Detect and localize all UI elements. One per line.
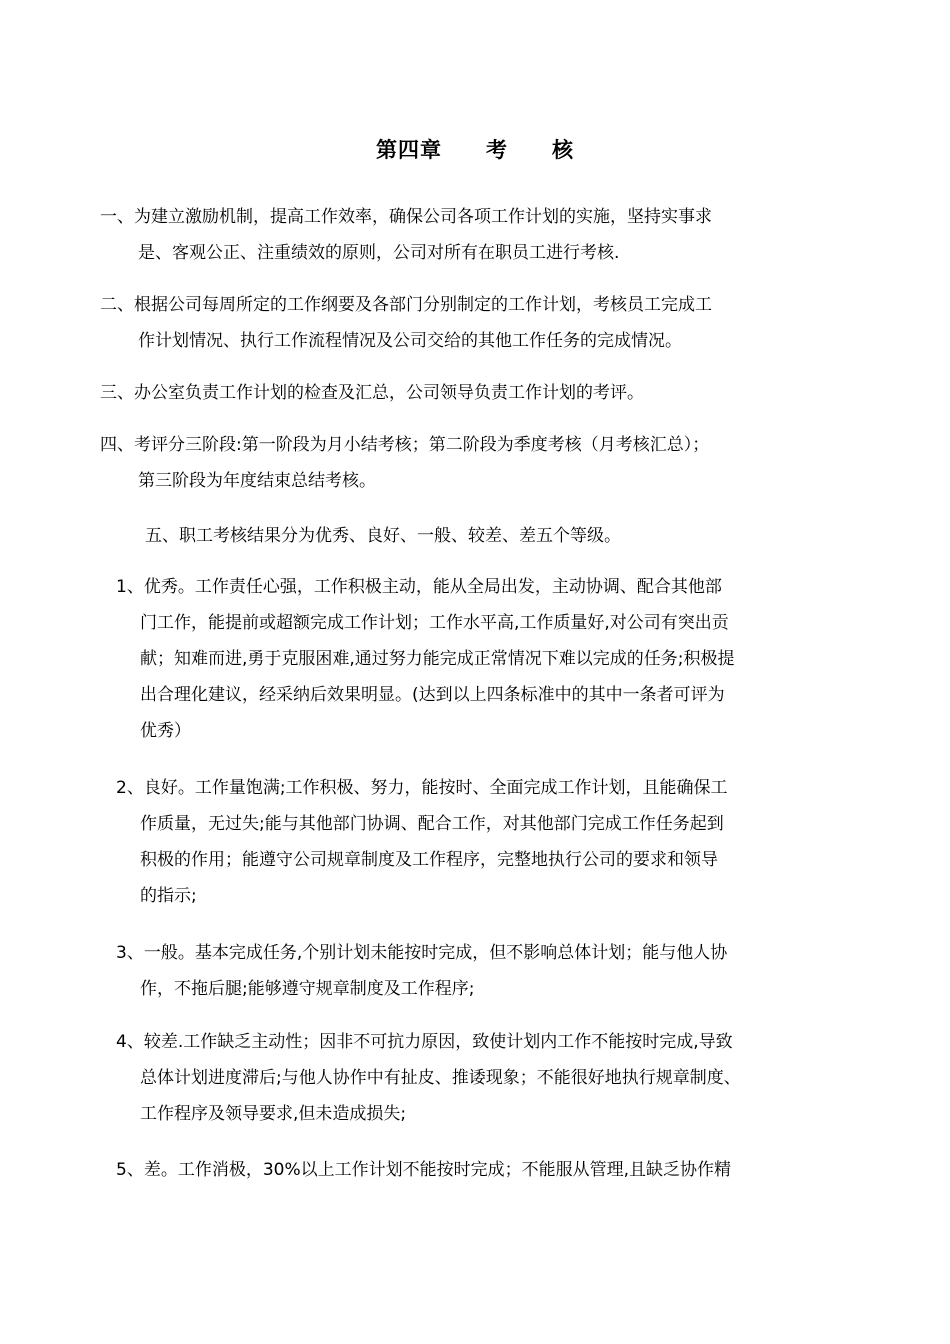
text-line: 一、为建立激励机制，提高工作效率，确保公司各项工作计划的实施，坚持实事求: [100, 207, 712, 227]
text-line: 积极的作用；能遵守公司规章制度及工作程序，完整地执行公司的要求和领导: [140, 850, 718, 870]
grade-item-1: [116, 569, 735, 749]
text-line: 2、良好。工作量饱满;工作积极、努力，能按时、全面完成工作计划，且能确保工: [116, 778, 728, 798]
text-line: 作计划情况、执行工作流程情况及公司交给的其他工作任务的完成情况。: [138, 331, 682, 351]
text-line: 出合理化建议，经采纳后效果明显。(达到以上四条标准中的其中一条者可评为: [140, 685, 725, 705]
section-2: [100, 287, 712, 359]
text-line: 作质量，无过失;能与其他部门协调、配合工作，对其他部门完成工作任务起到: [140, 814, 724, 834]
text-line: 三、办公室负责工作计划的检查及汇总，公司领导负责工作计划的考评。: [100, 383, 644, 403]
section-4: [100, 427, 709, 499]
text-line: 4、较差.工作缺乏主动性；因非不可抗力原因，致使计划内工作不能按时完成,导致: [116, 1032, 733, 1052]
text-line: 献；知难而进,勇于克服困难,通过努力能完成正常情况下难以完成的任务;积极提: [140, 649, 735, 669]
text-line: 5、差。工作消极，30%以上工作计划不能按时完成；不能服从管理,且缺乏协作精: [116, 1160, 732, 1180]
grade-item-2: [116, 770, 728, 914]
text-line: 3、一般。基本完成任务,个别计划未能按时完成，但不影响总体计划；能与他人协: [116, 943, 728, 963]
text-line: 工作程序及领导要求,但未造成损失;: [140, 1104, 407, 1124]
grade-item-3: [116, 935, 727, 1007]
text-line: 1、优秀。工作责任心强，工作积极主动，能从全局出发，主动协调、配合其他部: [116, 577, 722, 597]
text-line: 总体计划进度滞后;与他人协作中有扯皮、推诿现象；不能很好地执行规章制度、: [140, 1068, 741, 1088]
section-3: [100, 375, 644, 411]
text-line: 门工作，能提前或超额完成工作计划；工作水平高,工作质量好,对公司有突出贡: [140, 613, 729, 633]
text-line: 作，不拖后腿;能够遵守规章制度及工作程序;: [140, 979, 475, 999]
text-line: 五、职工考核结果分为优秀、良好、一般、较差、差五个等级。: [145, 526, 621, 546]
text-line: 第三阶段为年度结束总结考核。: [138, 471, 376, 491]
text-line: 四、考评分三阶段:第一阶段为月小结考核；第二阶段为季度考核（月考核汇总）；: [100, 435, 710, 455]
text-line: 的指示;: [140, 886, 197, 906]
grade-item-4: [116, 1024, 741, 1132]
text-line: 二、根据公司每周所定的工作纲要及各部门分别制定的工作计划，考核员工完成工: [100, 295, 712, 315]
text-line: 优秀）: [140, 721, 191, 741]
section-1: [100, 199, 712, 271]
text-line: 是、客观公正、注重绩效的原则，公司对所有在职员工进行考核.: [138, 243, 620, 263]
grade-item-5: [116, 1152, 731, 1188]
chapter-title: 第四章 考 核: [376, 138, 574, 162]
section-5: [145, 518, 621, 554]
